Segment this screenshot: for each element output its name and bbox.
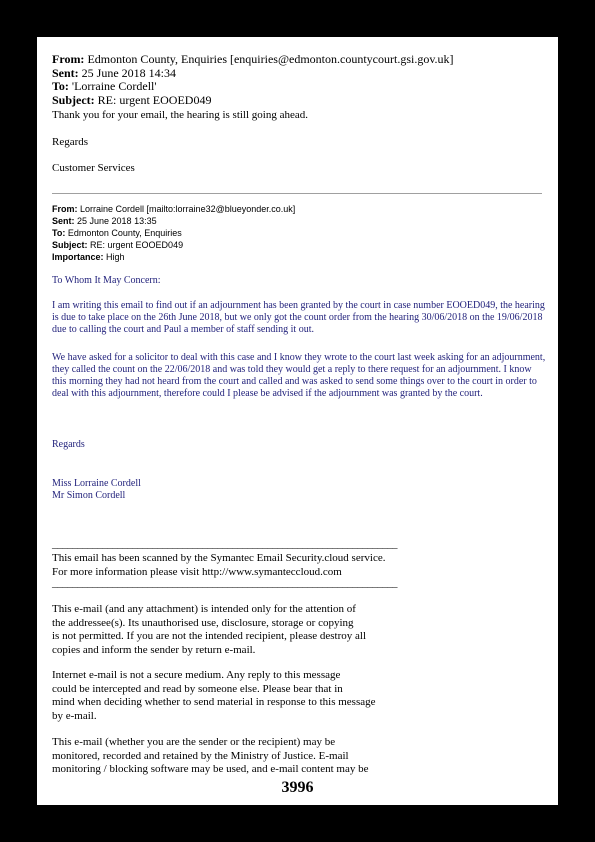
original-to: Edmonton County, Enquiries (67, 228, 182, 238)
signature-name-2: Mr Simon Cordell (52, 490, 126, 501)
original-importance-row (52, 251, 295, 263)
reply-to: 'Lorraine Cordell' (71, 79, 157, 93)
disclaimer-paragraph-1 (52, 603, 366, 657)
original-sent-label: Sent: (52, 216, 75, 226)
reply-body: Thank you for your email, the hearing is still going ahead. (52, 109, 308, 121)
disclaimer-line: Internet e-mail is not a secure medium. Any reply to this message (52, 669, 341, 681)
scan-info: For more information please visit http://www.symanteccloud.com (52, 566, 342, 578)
original-paragraph-1: I am writing this email to find out if an adjournment has been granted by the court in case number EOOED049, the hearing is due to take place on the 26th June 2018, but we only got the count order from the hearing 30/06/2018 on the 19/06/2018 due to calling the court and Paul a member of staff sending it out. (52, 300, 545, 335)
reply-subject-label: Subject: (52, 92, 95, 107)
scan-divider-top: _____________________________________________________________________ (52, 538, 397, 550)
reply-regards: Regards (52, 136, 89, 148)
disclaimer-line: This e-mail (and any attachment) is intended only for the attention of (52, 603, 356, 615)
original-sent-row (52, 215, 295, 227)
disclaimer-line: by e-mail. (52, 709, 97, 722)
original-from-label: From: (52, 204, 78, 214)
page-number: 3996 (281, 779, 314, 796)
reply-to-row (52, 80, 454, 94)
original-to-row (52, 227, 295, 239)
reply-from-row (52, 53, 454, 67)
original-to-label: To: (52, 228, 66, 238)
original-paragraph-2: We have asked for a solicitor to deal with this case and I know they wrote to the court last week asking for an adjournment, they called the count on the 22/06/2018 and was told they would get a reply to there request for an adjournment. I know this morning they had not heard from the court and called and was asked to send some things over to the court in order to deal with this adjournment, therefore could I please be advised if the adjournment was granted by the court. (52, 352, 546, 399)
disclaimer-paragraph-2 (52, 669, 376, 723)
disclaimer-line: could be intercepted and read by someone else. Please bear that in (52, 682, 343, 695)
message-divider (52, 193, 542, 194)
scan-divider-bottom: _____________________________________________________________________ (52, 577, 397, 589)
original-importance-label: Importance: (52, 252, 104, 262)
reply-to-label: To: (52, 79, 69, 93)
original-regards: Regards (52, 439, 85, 450)
scan-notice: This email has been scanned by the Symantec Email Security.cloud service. (52, 552, 386, 564)
original-subject-row (52, 239, 295, 251)
original-sent: 25 June 2018 13:35 (77, 216, 157, 226)
disclaimer-paragraph-3 (52, 736, 368, 777)
original-subject: RE: urgent EOOED049 (90, 240, 184, 250)
original-importance: High (106, 252, 125, 262)
reply-subject: RE: urgent EOOED049 (97, 92, 212, 107)
reply-signoff: Customer Services (52, 162, 135, 174)
disclaimer-line: monitoring / blocking software may be used, and e-mail content may be (52, 763, 369, 775)
reply-from: Edmonton County, Enquiries [enquiries@edmonton.countycourt.gsi.gov.uk] (87, 52, 454, 66)
original-header (52, 203, 295, 263)
disclaimer-line: the addressee(s). Its unauthorised use, disclosure, storage or copying (52, 616, 354, 629)
signature-name-1: Miss Lorraine Cordell (52, 478, 141, 489)
reply-header (52, 53, 454, 107)
reply-sent: 25 June 2018 14:34 (81, 65, 177, 80)
disclaimer-line: mind when deciding whether to send material in response to this message (52, 696, 376, 708)
reply-from-label: From: (52, 52, 85, 66)
disclaimer-line: is not permitted. If you are not the intended recipient, please destroy all (52, 630, 367, 642)
original-subject-label: Subject: (52, 240, 88, 250)
original-greeting: To Whom It May Concern: (52, 275, 161, 286)
reply-sent-label: Sent: (52, 65, 79, 80)
document-page (37, 37, 558, 805)
original-from-row (52, 203, 295, 215)
disclaimer-line: monitored, recorded and retained by the Ministry of Justice. E-mail (52, 749, 349, 762)
reply-subject-row (52, 94, 454, 108)
disclaimer-line: This e-mail (whether you are the sender or the recipient) may be (52, 736, 336, 748)
disclaimer-line: copies and inform the sender by return e-mail. (52, 643, 256, 656)
reply-sent-row (52, 67, 454, 81)
original-from: Lorraine Cordell [mailto:lorraine32@blueyonder.co.uk] (80, 204, 296, 214)
